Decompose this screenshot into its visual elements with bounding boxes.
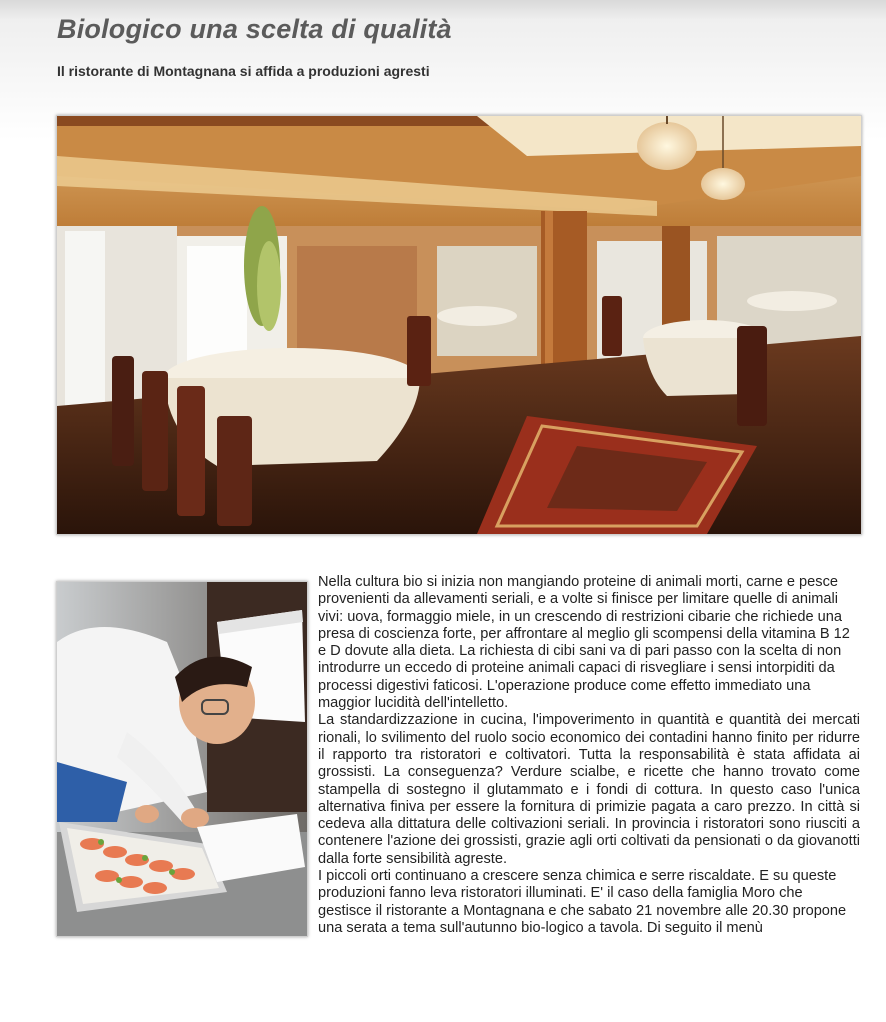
restaurant-dining-room-photo (56, 115, 862, 535)
paragraph-standardization: La standardizzazione in cucina, l'impoverimento in quantità e quantità dei mercati rionali, lo svilimento del ruolo socio economico dei contadini hanno finito per ridurre il rapporto tra ristoratori e coltivatori. Tutta la responsabilità è stata affidata ai grossisti. La conseguenza? Verdure scialbe, e ricette che hanno trovato come stampella di sostegno il glutammato e i fondi di cottura. In questo caso l'unica alternativa finiva per essere la fornitura di primizie pagata a caro prezzo. In città si cedeva alla dittatura delle coltivazioni seriali. In provincia i ristoratori sono riusciti a contenere l'azione dei grossisti, grazie agli orti coltivati da pensionati o da giovanotti dalla forte sensibilità agreste. (318, 712, 860, 867)
article-subtitle: Il ristorante di Montagnana si affida a produzioni agresti (57, 63, 430, 79)
article-title: Biologico una scelta di qualità (57, 14, 452, 44)
image-float-spacer (57, 574, 318, 948)
paragraph-gardens: I piccoli orti continuano a crescere senza chimica e serre riscaldate. E su queste produzioni fanno leva ristoratori illuminati. E' il caso della famiglia Moro che gestisce il ristorante a Montagnana e che sabato 21 novembre alle 20.30 propone una serata a tema sull'autunno bio-logico a tavola. Di seguito il menù (318, 868, 847, 936)
article-body (57, 574, 860, 948)
paragraph-intro: Nella cultura bio si inizia non mangiando proteine di animali morti, carne e pesce provenienti da allevamenti seriali, e a volte si finisce per limitare quelle di animali vivi: uova, formaggio miele, in un crescendo di restrizioni cibarie che richiede una presa di coscienza forte, per affrontare al meglio gli scompensi della vitamina B 12 e D dovute alla dieta. La richiesta di cibi sani va di pari passo con la scelta di non introdurre un eccedo di proteine animali capaci di risvegliare i sensi intorpiditi da processi digestivi faticosi. L'operazione produce come effetto immediato una maggior lucidità dell'intelletto. (318, 574, 850, 712)
